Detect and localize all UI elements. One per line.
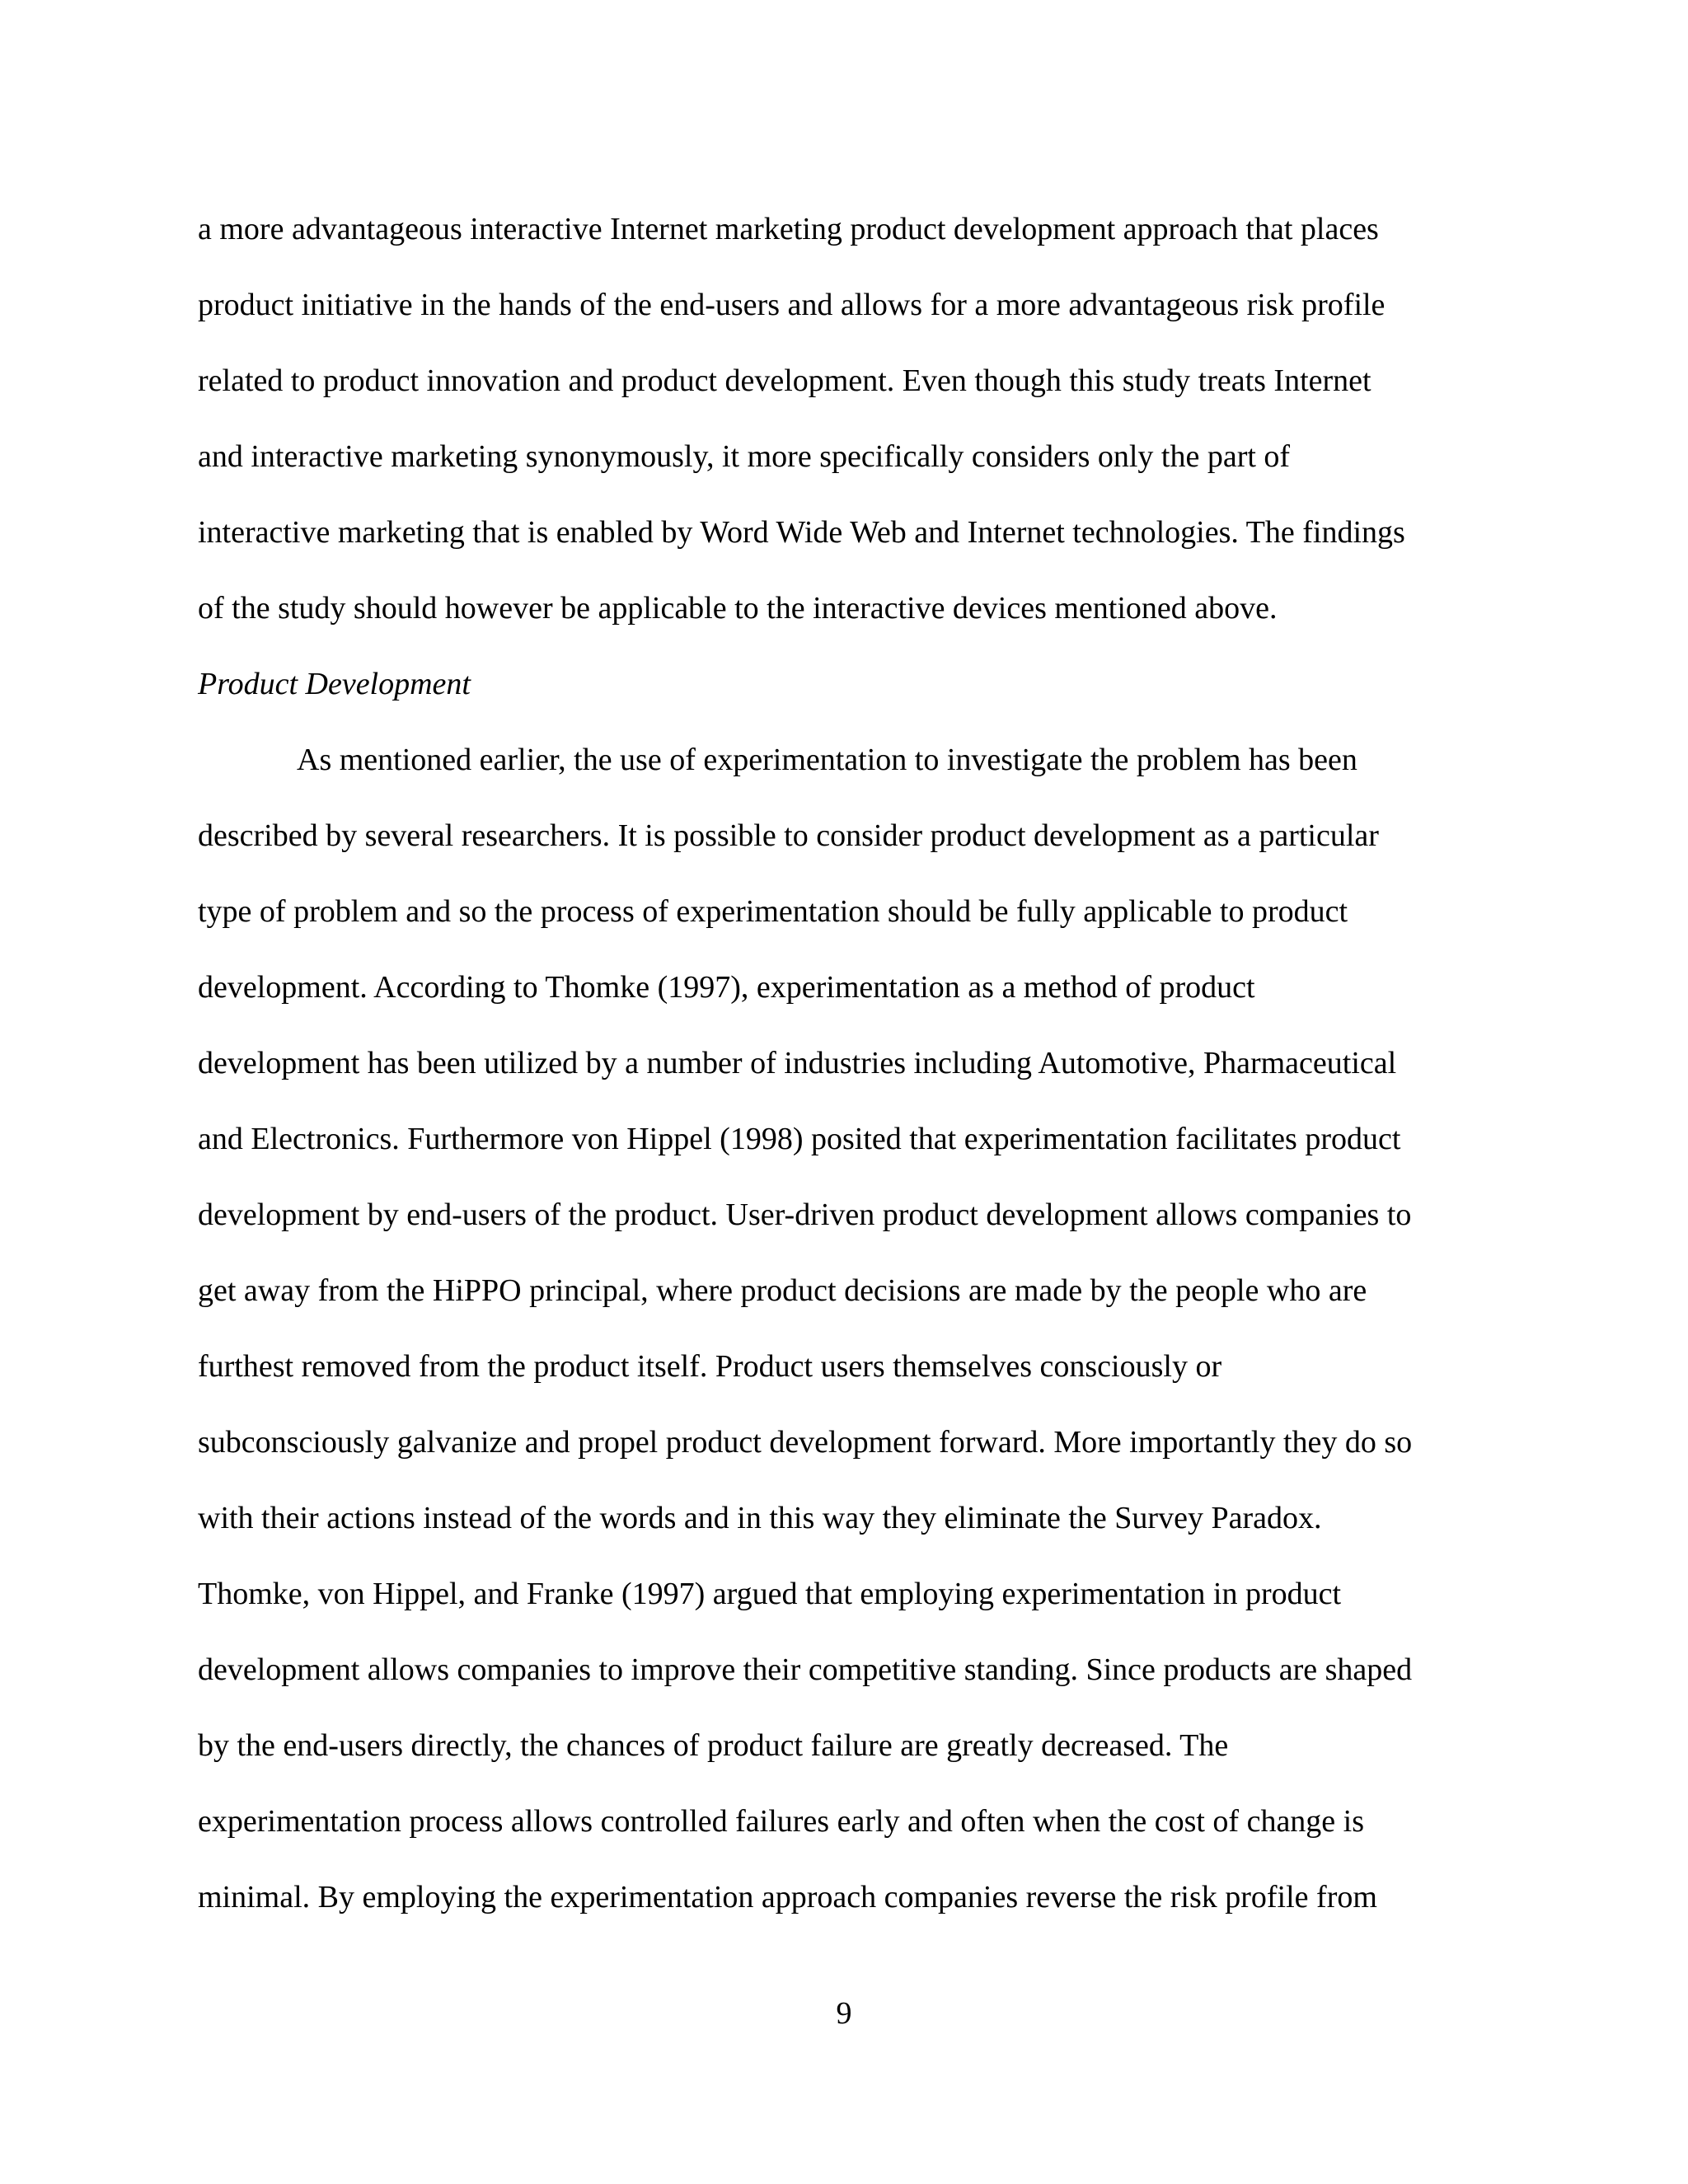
text-line: with their actions instead of the words and in this way they eliminate the Survey Paradox. <box>198 1501 1322 1535</box>
text-line: described by several researchers. It is possible to consider product development as a particular <box>198 818 1379 853</box>
text-line: As mentioned earlier, the use of experimentation to investigate the problem has been <box>297 743 1357 777</box>
text-line: furthest removed from the product itself. Product users themselves consciously or <box>198 1349 1222 1384</box>
text-line: development. According to Thomke (1997), experimentation as a method of product <box>198 970 1255 1005</box>
text-line: and interactive marketing synonymously, it more specifically considers only the part of <box>198 439 1291 474</box>
text-line: subconsciously galvanize and propel product development forward. More importantly they do so <box>198 1425 1413 1460</box>
body-text <box>198 191 1484 1935</box>
text-line: interactive marketing that is enabled by Word Wide Web and Internet technologies. The findings <box>198 515 1405 550</box>
text-line: by the end-users directly, the chances of product failure are greatly decreased. The <box>198 1728 1229 1763</box>
text-line: type of problem and so the process of experimentation should be fully applicable to product <box>198 894 1348 929</box>
text-line: development by end-users of the product. User-driven product development allows companies to <box>198 1197 1412 1232</box>
text-line: development allows companies to improve their competitive standing. Since products are shaped <box>198 1652 1413 1687</box>
text-line: a more advantageous interactive Internet marketing product development approach that places <box>198 212 1379 246</box>
page-number: 9 <box>836 1996 852 2031</box>
text-line: related to product innovation and product development. Even though this study treats Internet <box>198 363 1372 398</box>
text-line: minimal. By employing the experimentation approach companies reverse the risk profile from <box>198 1880 1377 1915</box>
text-line: product initiative in the hands of the end-users and allows for a more advantageous risk profile <box>198 288 1386 322</box>
text-line: experimentation process allows controlled failures early and often when the cost of change is <box>198 1804 1365 1839</box>
text-line: Thomke, von Hippel, and Franke (1997) argued that employing experimentation in product <box>198 1577 1342 1611</box>
text-line: of the study should however be applicable to the interactive devices mentioned above. <box>198 591 1278 626</box>
section-heading: Product Development <box>198 667 471 701</box>
text-line: get away from the HiPPO principal, where product decisions are made by the people who are <box>198 1273 1367 1308</box>
text-line: and Electronics. Furthermore von Hippel (1998) posited that experimentation facilitates product <box>198 1122 1401 1156</box>
text-line: development has been utilized by a number of industries including Automotive, Pharmaceutical <box>198 1046 1397 1080</box>
